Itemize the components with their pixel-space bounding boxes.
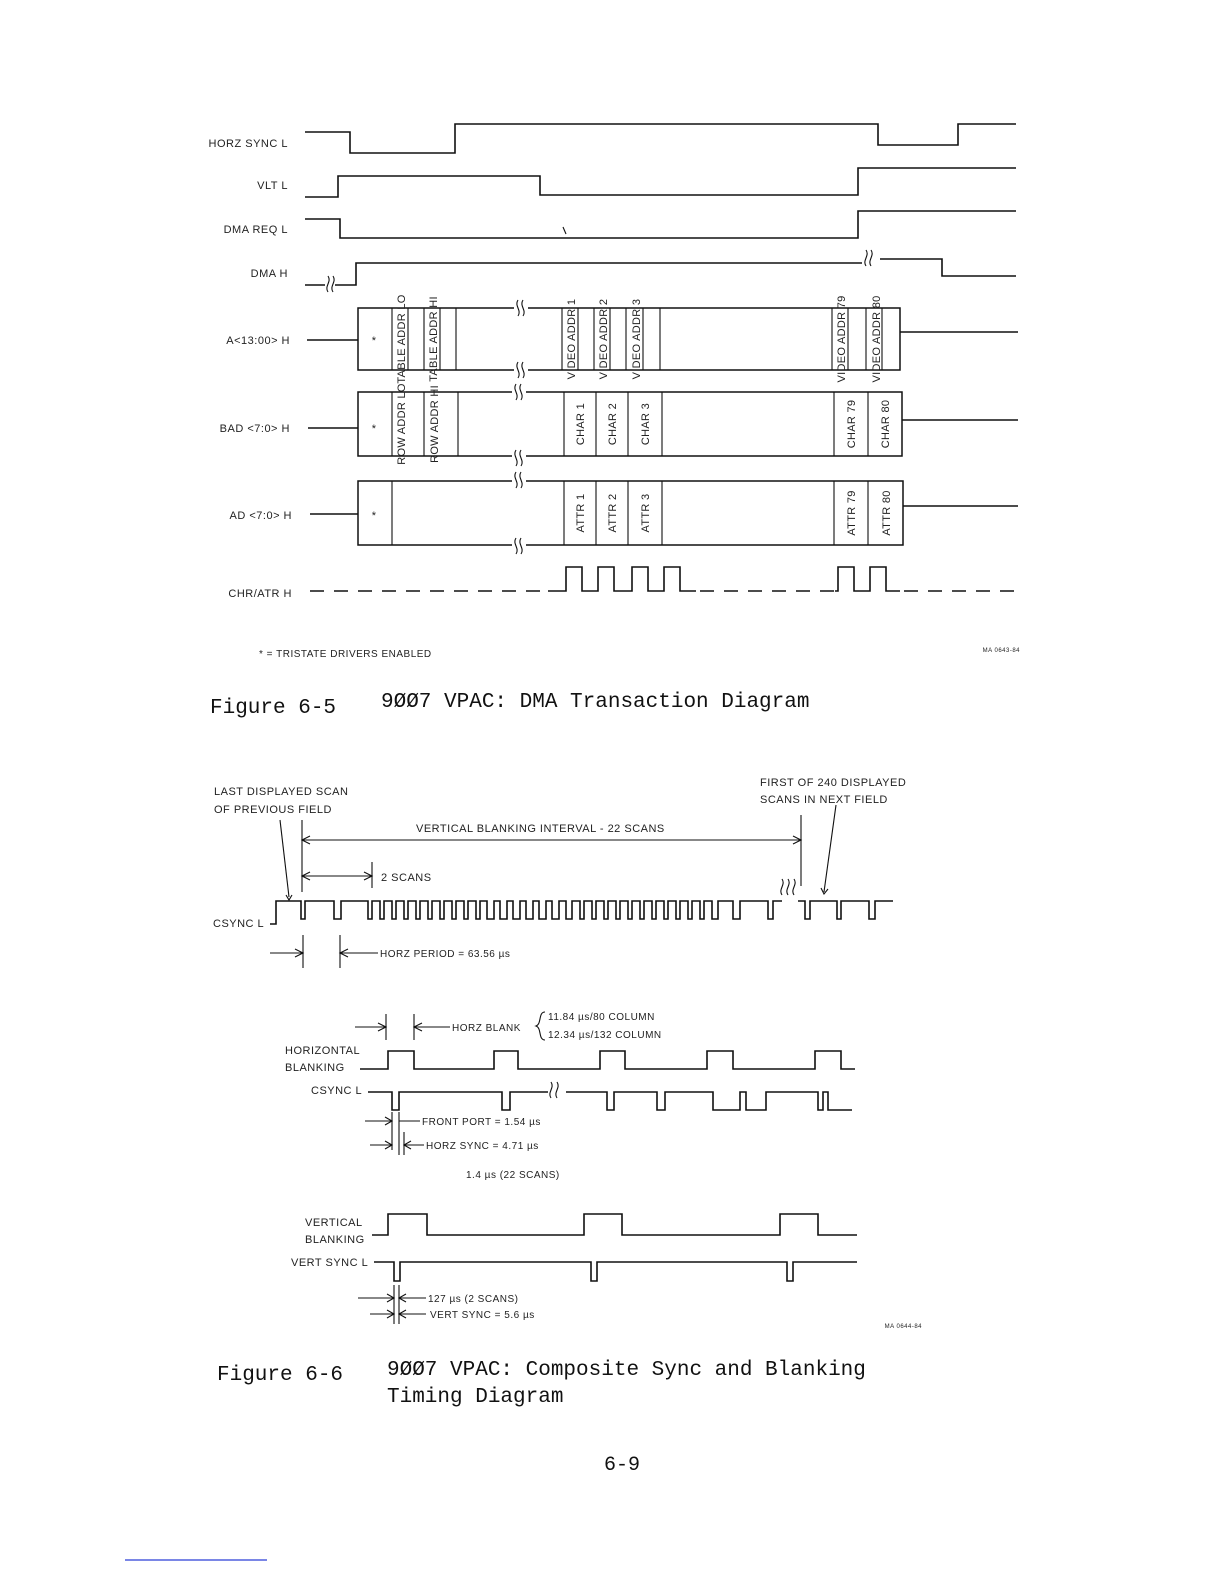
vertical-blanking-label-2: BLANKING (305, 1234, 365, 1246)
chr-atr-waveform (310, 567, 1020, 591)
a-bus-cell-table-addr-hi: TABLE ADDR HI (428, 296, 440, 382)
horz-blank-80col: 11.84 µs/80 COLUMN (548, 1012, 655, 1023)
horizontal-blanking-label-2: BLANKING (285, 1062, 345, 1074)
bad-bus-cell-row-addr-hi: ROW ADDR HI (429, 385, 441, 463)
tristate-footnote: * = TRISTATE DRIVERS ENABLED (259, 649, 432, 660)
ad-bus-cell-tristate: * (371, 510, 377, 522)
dma-req-label: DMA REQ L (223, 224, 288, 236)
horz-sync-label: HORZ SYNC L (208, 138, 288, 150)
dma-h-break-1 (327, 276, 334, 292)
ad-bus-cell-attr-1: ATTR 1 (575, 493, 587, 533)
bad-bus-cell-tristate: * (371, 423, 377, 435)
ad-bus (310, 470, 1018, 556)
a-bus-cell-video-addr-79: VIDEO ADDR 79 (836, 295, 848, 383)
horz-period-label: HORZ PERIOD = 63.56 µs (380, 949, 511, 960)
front-port-label: FRONT PORT = 1.54 µs (422, 1117, 541, 1128)
csync-waveform (270, 901, 893, 924)
csync-label: CSYNC L (213, 918, 265, 930)
vlt-label: VLT L (257, 180, 288, 192)
vbi-label: VERTICAL BLANKING INTERVAL - 22 SCANS (416, 823, 665, 835)
figure-6-6 (213, 777, 922, 1409)
two-scan-time-label: 127 µs (2 SCANS) (428, 1294, 519, 1305)
page-number: 6-9 (603, 1454, 641, 1477)
first-scan-label-2: SCANS IN NEXT FIELD (760, 794, 888, 806)
csync-detail-break (550, 1082, 558, 1098)
horz-sync-waveform (305, 124, 1016, 153)
vertical-blanking-waveform (372, 1214, 857, 1235)
ad-bus-cell-attr-79: ATTR 79 (846, 490, 858, 536)
bad-bus-label: BAD <7:0> H (219, 423, 290, 435)
bad-bus-cell-char-1: CHAR 1 (575, 402, 587, 446)
last-scan-label-2: OF PREVIOUS FIELD (214, 804, 332, 816)
horz-blank-132col: 12.34 µs/132 COLUMN (548, 1030, 662, 1041)
bad-bus-cell-char-2: CHAR 2 (607, 402, 619, 446)
bad-bus-cell-row-addr-lo: ROW ADDR LO (396, 383, 408, 465)
ad-bus-cell-attr-80: ATTR 80 (881, 490, 893, 536)
figure-6-5-number: Figure 6-5 (210, 697, 337, 720)
figure-6-6-title-line-2: Timing Diagram (387, 1386, 564, 1409)
horz-blank-label: HORZ BLANK (452, 1023, 521, 1034)
figure-6-6-number: Figure 6-6 (217, 1364, 344, 1387)
figure-6-5 (209, 124, 1021, 720)
vert-sync-time-label: VERT SYNC = 5.6 µs (430, 1310, 535, 1321)
bad-bus-cell-char-79: CHAR 79 (846, 399, 858, 449)
csync-detail-waveform (368, 1092, 852, 1110)
a-bus-label: A<13:00> H (226, 335, 290, 347)
a-bus-cell-video-addr-1: VIDEO ADDR 1 (566, 298, 578, 380)
first-scan-pointer (824, 805, 836, 892)
dma-req-waveform (305, 211, 1016, 238)
vert-sync-label: VERT SYNC L (291, 1257, 369, 1269)
a-bus-cell-video-addr-3: VIDEO ADDR 3 (631, 298, 643, 380)
a-bus (307, 294, 1018, 383)
horizontal-blanking-label-1: HORIZONTAL (285, 1045, 361, 1057)
csync-break (781, 879, 795, 895)
vertical-blanking-label-1: VERTICAL (305, 1217, 363, 1229)
two-scans-label: 2 SCANS (381, 872, 432, 884)
dma-h-waveform (305, 259, 1016, 285)
vertical-blanking-time: 1.4 µs (22 SCANS) (466, 1170, 560, 1181)
ad-bus-cell-attr-3: ATTR 3 (640, 493, 652, 533)
bad-bus-cell-char-80: CHAR 80 (880, 399, 892, 449)
ad-bus-cell-attr-2: ATTR 2 (607, 493, 619, 533)
horizontal-blanking-waveform (360, 1051, 855, 1069)
a-bus-cell-tristate: * (371, 335, 377, 347)
bad-bus-cell-char-3: CHAR 3 (640, 402, 652, 446)
last-scan-label-1: LAST DISPLAYED SCAN (214, 786, 349, 798)
csync-detail-label: CSYNC L (311, 1085, 363, 1097)
figure-6-5-code: MA 0643-84 (982, 648, 1020, 654)
bad-bus (308, 380, 1018, 468)
dma-h-label: DMA H (250, 268, 288, 280)
figure-6-5-title: 9ØØ7 VPAC: DMA Transaction Diagram (381, 691, 810, 714)
figure-6-6-code: MA 0644-84 (884, 1324, 922, 1330)
vlt-waveform (305, 168, 1016, 197)
a-bus-cell-table-addr-lo: TABLE ADDR LO (396, 294, 408, 384)
figure-6-6-title-line-1: 9ØØ7 VPAC: Composite Sync and Blanking (387, 1359, 866, 1382)
horz-sync-label: HORZ SYNC = 4.71 µs (426, 1141, 539, 1152)
horz-blank-brace (536, 1012, 545, 1040)
ad-bus-label: AD <7:0> H (229, 510, 292, 522)
a-bus-cell-video-addr-2: VIDEO ADDR 2 (598, 298, 610, 380)
chr-atr-label: CHR/ATR H (228, 588, 292, 600)
dma-req-tick (563, 227, 566, 234)
dma-h-break-2 (865, 250, 872, 266)
first-scan-label-1: FIRST OF 240 DISPLAYED (760, 777, 907, 789)
vert-sync-waveform (374, 1262, 857, 1281)
a-bus-cell-video-addr-80: VIDEO ADDR 80 (871, 295, 883, 383)
last-scan-pointer (280, 820, 289, 897)
